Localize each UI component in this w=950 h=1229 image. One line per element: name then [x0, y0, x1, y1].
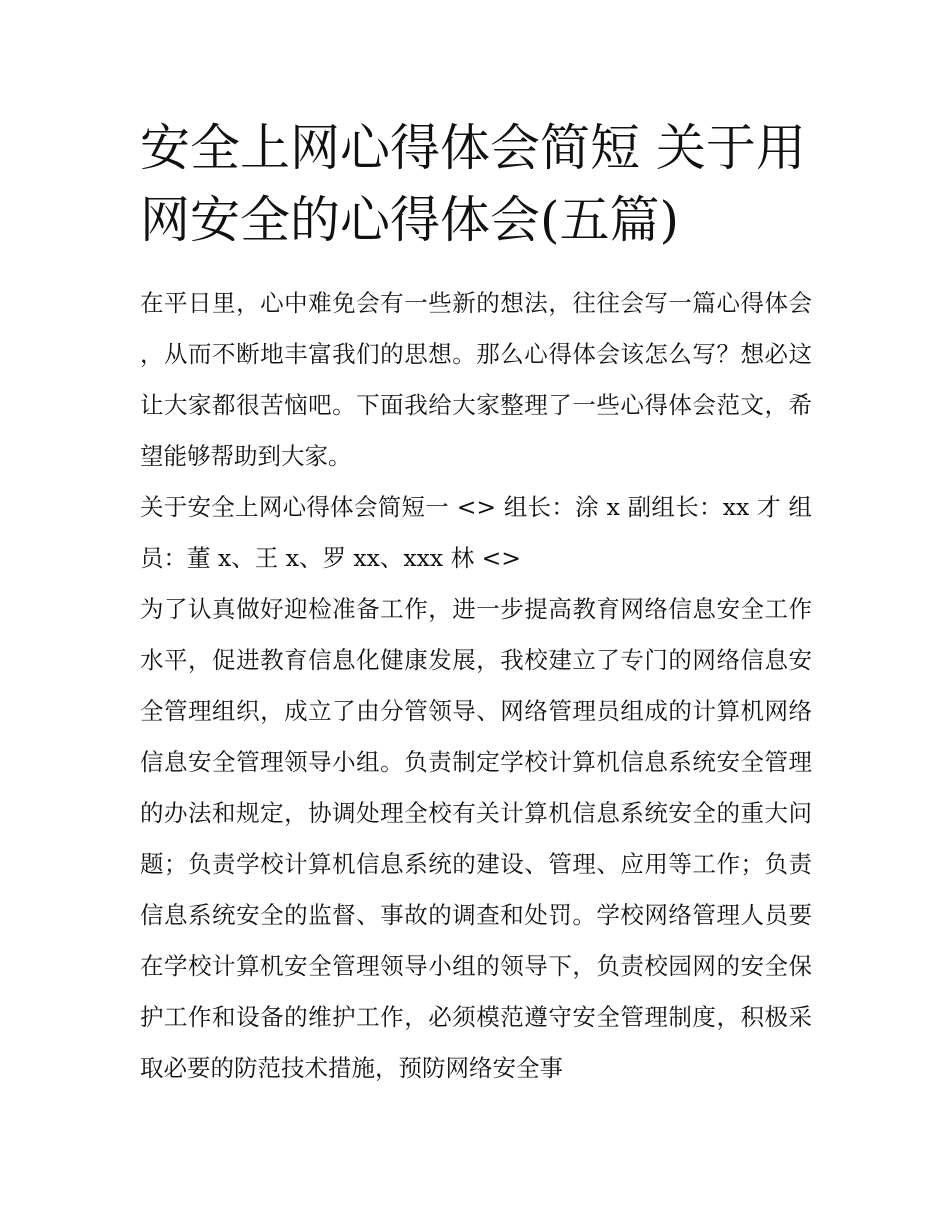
document-title — [140, 112, 812, 256]
title-line-1: 安全上网心得体会简短 关于用 — [140, 119, 806, 177]
body-paragraph: 为了认真做好迎检准备工作，进一步提高教育网络信息安全工作水平，促进教育信息化健康发展，我校建立了专门的网络信息安全管理组织，成立了由分管领导、网络管理员组成的计算机网络信息安全管理领导小组。负责制定学校计算机信息系统安全管理的办法和规定，协调处理全校有关计算机信息系统安全的重大问题；负责学校计算机信息系统的建设、管理、应用等工作；负责信息系统安全的监督、事故的调查和处罚。学校网络管理人员要在学校计算机安全管理领导小组的领导下，负责校园网的安全保护工作和设备的维护工作，必须模范遵守安全管理制度，积极采取必要的防范技术措施，预防网络安全事 — [140, 595, 812, 1082]
document-page — [140, 112, 812, 1094]
intro-paragraph: 在平日里，心中难免会有一些新的想法，往往会写一篇心得体会，从而不断地丰富我们的思想。那么心得体会该怎么写？想必这让大家都很苦恼吧。下面我给大家整理了一些心得体会范文，希望能够帮助到大家。 — [140, 289, 812, 470]
group-members-paragraph: 关于安全上网心得体会简短一 <> 组长：涂 x 副组长：xx 才 组员：董 x、王 x、罗 xx、xxx 林 <> — [140, 493, 812, 572]
title-line-2: 网安全的心得体会(五篇) — [140, 191, 680, 249]
document-body — [140, 278, 812, 1094]
